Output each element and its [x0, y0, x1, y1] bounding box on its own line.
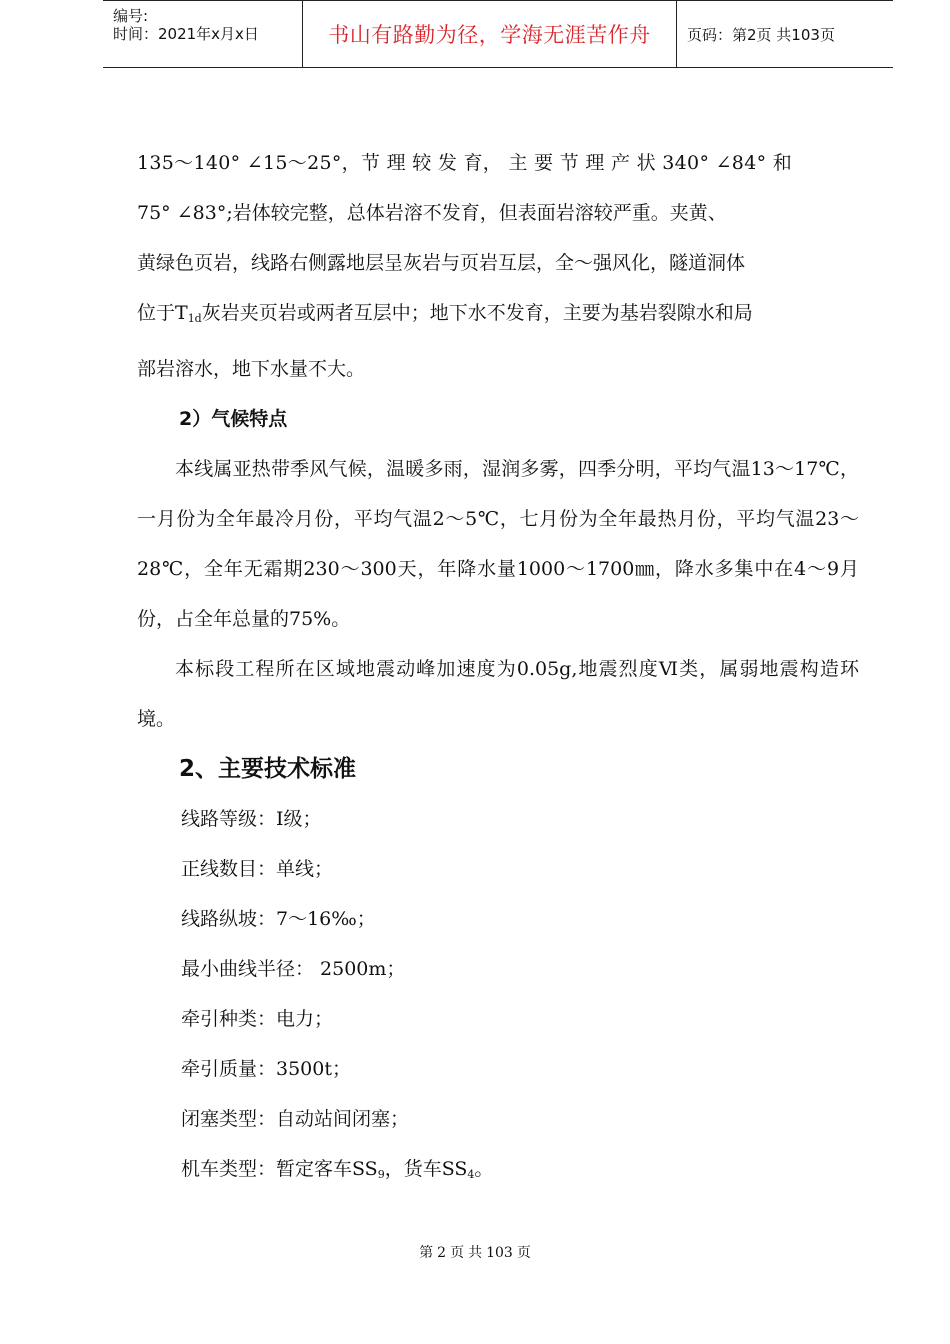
- header-page-cell: [677, 1, 893, 67]
- geology-line-4-start: 位于T: [137, 302, 188, 324]
- standards-heading: 2、主要技术标准: [179, 756, 357, 782]
- spec-item: 线路纵坡：7～16‰；: [181, 908, 376, 930]
- geology-line-4-end: 灰岩夹页岩或两者互层中；地下水不发育，主要为基岩裂隙水和局: [201, 302, 753, 324]
- footer-di: 第: [419, 1245, 434, 1261]
- spec-item: 正线数目：单线；: [181, 858, 334, 880]
- loco-text-c: 。: [474, 1158, 494, 1180]
- doc-time-label: 时间：2021年x月x日: [113, 25, 259, 43]
- climate-heading: 2）气候特点: [179, 408, 288, 430]
- geology-line-3: 黄绿色页岩，线路右侧露地层呈灰岩与页岩互层，全～强风化，隧道洞体: [137, 252, 746, 274]
- spec-item: 牵引质量：3500t；: [181, 1058, 351, 1080]
- header-meta-cell: [103, 1, 303, 67]
- spec-item: 最小曲线半径： 2500m；: [181, 958, 406, 980]
- doc-number-label: 编号:: [113, 7, 149, 25]
- footer-ye-2: 页: [516, 1245, 531, 1261]
- footer-gong: 共: [468, 1245, 483, 1261]
- geology-line-4: [137, 288, 859, 344]
- page-footer: [0, 1242, 950, 1262]
- geology-line-5: 部岩溶水，地下水量不大。: [137, 358, 366, 380]
- header-motto-cell: [303, 1, 677, 67]
- page-header: [103, 0, 893, 68]
- loco-subscript-2: 4: [467, 1168, 475, 1181]
- footer-ye: 页: [450, 1245, 465, 1261]
- spec-item: 牵引种类：电力；: [181, 1008, 334, 1030]
- document-body: [137, 138, 859, 1200]
- loco-text-b: ，货车SS: [384, 1158, 468, 1180]
- header-page-code: 页码：第2页 共103页: [687, 25, 835, 44]
- geology-subscript: 1d: [187, 312, 202, 325]
- footer-total-pages: 103: [486, 1245, 513, 1261]
- loco-text-a: 机车类型：暂定客车SS: [181, 1158, 378, 1180]
- seismic-paragraph: 本标段工程所在区域地震动峰加速度为0.05g,地震烈度Ⅵ类，属弱地震构造环境。: [137, 658, 859, 730]
- loco-subscript-1: 9: [377, 1168, 385, 1181]
- footer-page-number: 2: [437, 1245, 447, 1261]
- spec-item: 线路等级：Ⅰ级；: [181, 808, 322, 830]
- spec-item: 闭塞类型：自动站间闭塞；: [181, 1108, 410, 1130]
- header-motto: 书山有路勤为径，学海无涯苦作舟: [328, 23, 651, 47]
- geology-line-1: 135～140° ∠15～25°，节 理 较 发 育， 主 要 节 理 产 状 340° ∠84° 和: [137, 152, 793, 174]
- geology-line-2: 75° ∠83°;岩体较完整，总体岩溶不发育，但表面岩溶较严重。夹黄、: [137, 202, 727, 224]
- spec-item-locomotive: [137, 1144, 859, 1200]
- climate-paragraph: 本线属亚热带季风气候，温暖多雨，湿润多雾，四季分明，平均气温13～17℃，一月份为全年最冷月份，平均气温2～5℃，七月份为全年最热月份，平均气温23～28℃，全年无霜期230～300天，年降水量1000～1700㎜，降水多集中在4～9月份，占全年总量的75%。: [137, 458, 859, 630]
